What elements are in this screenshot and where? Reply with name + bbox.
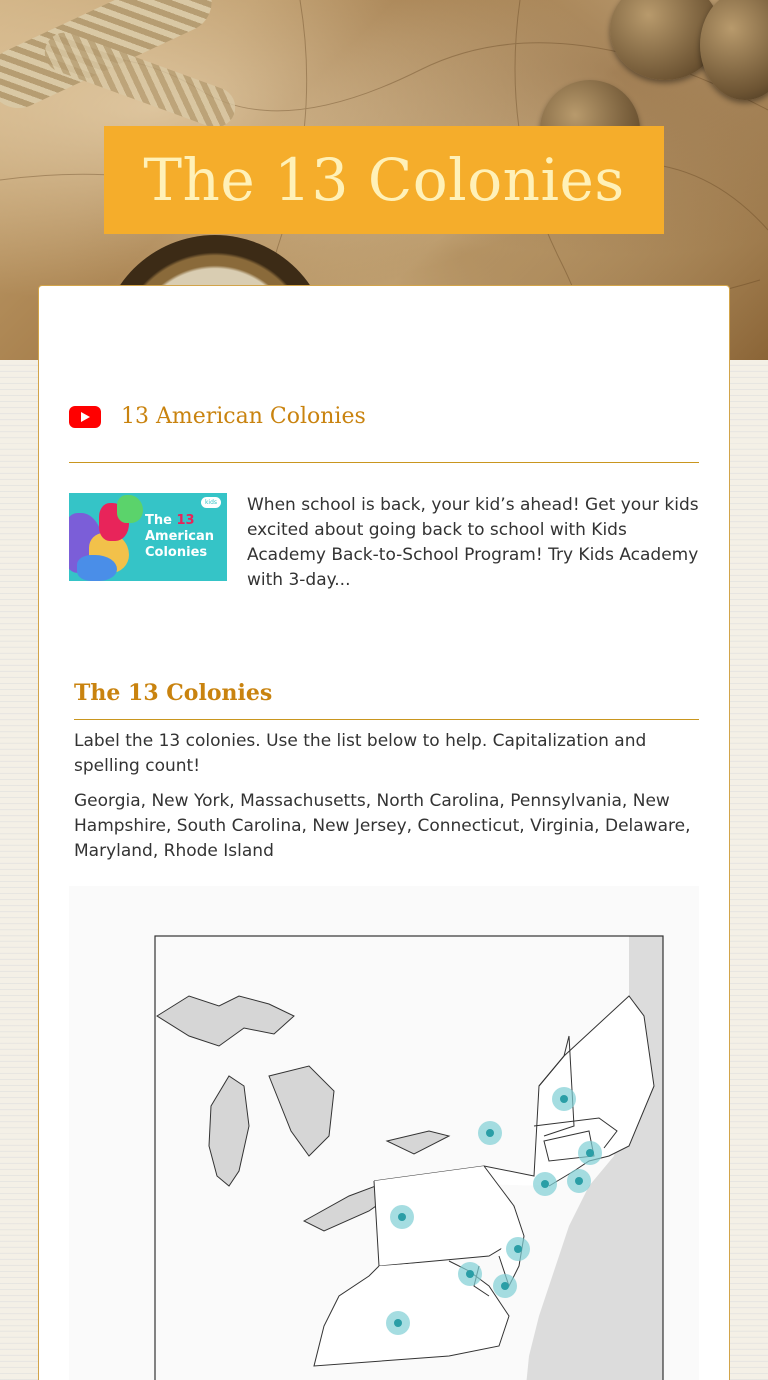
thumbnail-caption: The 13 American Colonies (145, 513, 215, 560)
colonies-map (69, 886, 699, 1380)
youtube-icon (69, 406, 101, 428)
map-blob (77, 555, 117, 581)
hotspot-virginia[interactable] (386, 1311, 410, 1335)
hotspot-pennsylvania[interactable] (390, 1205, 414, 1229)
kids-badge: kids (201, 497, 221, 508)
video-title[interactable]: 13 American Colonies (121, 404, 366, 429)
hotspot-delaware[interactable] (493, 1274, 517, 1298)
page-title: The 13 Colonies (143, 146, 625, 214)
hotspot-massachusetts[interactable] (578, 1141, 602, 1165)
divider (74, 719, 699, 720)
divider (69, 462, 699, 463)
video-thumbnail[interactable] (69, 493, 227, 581)
worksheet-card (38, 285, 730, 1380)
word-bank-text: Georgia, New York, Massachusetts, North Carolina, Pennsylvania, New Hampshire, South Carolina, New Jersey, Connecticut, Virginia, Delaware, Maryland, Rhode Island (74, 791, 691, 861)
hotspot-new-hampshire[interactable] (552, 1087, 576, 1111)
hotspot-layer (69, 886, 699, 1380)
hotspot-maryland[interactable] (458, 1262, 482, 1286)
map-blob (117, 495, 143, 523)
instructions-text: Label the 13 colonies. Use the list below to help. Capitalization and spelling count! (74, 731, 647, 776)
hotspot-new-york[interactable] (478, 1121, 502, 1145)
video-header[interactable] (69, 404, 366, 429)
section-title: The 13 Colonies (74, 680, 273, 706)
video-description: When school is back, your kid’s ahead! Get your kids excited about going back to school with Kids Academy Back-to-School Program! Try Kids Academy with 3-day... (247, 495, 699, 590)
hotspot-new-jersey[interactable] (506, 1237, 530, 1261)
hotspot-connecticut[interactable] (533, 1172, 557, 1196)
hotspot-rhode-island[interactable] (567, 1169, 591, 1193)
title-banner (104, 126, 664, 234)
